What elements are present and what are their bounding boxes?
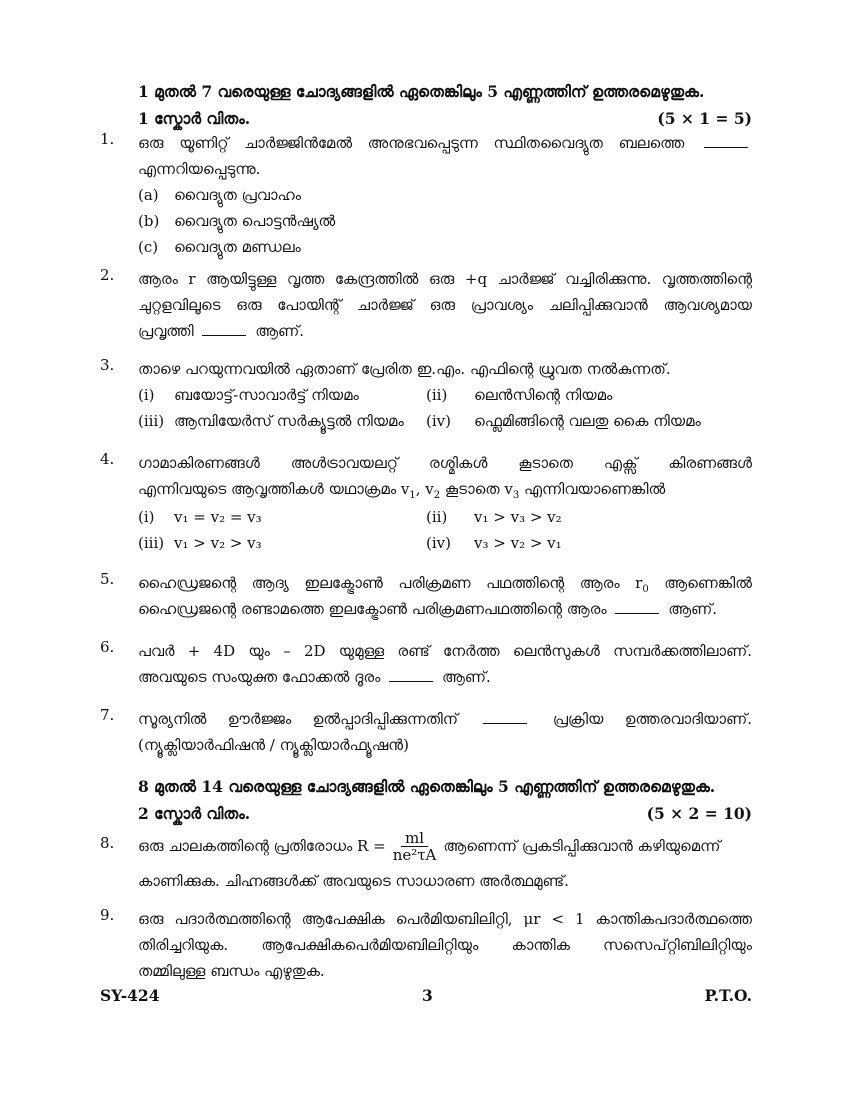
- section-1-header: [138, 78, 752, 132]
- question-text: ആരം r ആയിട്ടുള്ള വൃത്ത കേന്ദ്രത്തിൽ ഒരു +q ചാർജ്ജ് വച്ചിരിക്കുന്നു. വൃത്തത്തിന്റെ: [138, 270, 752, 288]
- section-2-score-note: 2 സ്കോർ വിതം.: [138, 804, 251, 823]
- option-row: [138, 530, 752, 556]
- option: (iii) v₁ > v₂ > v₃: [138, 534, 262, 552]
- exam-code: SY-424: [100, 986, 160, 1005]
- question-text: ഒരു ചാലകത്തിന്റെ പ്രതിരോധം R = $\frac{ml}{\text{ne²τA}}$ ആണെന്ന് പ്രകടിപ്പിക്കുവാൻ കഴിയുമെന്ന്: [138, 828, 721, 864]
- answer-blank: [704, 133, 748, 148]
- section-1-score-note: 1 സ്കോർ വിതം.: [138, 109, 251, 128]
- question-9: [100, 906, 752, 984]
- option-row: [138, 504, 752, 530]
- question-number: 4.: [100, 450, 115, 468]
- option: (iv) v₃ > v₂ > v₁: [426, 534, 562, 552]
- question-6: [100, 638, 752, 690]
- question-number: 3.: [100, 356, 115, 374]
- question-text: (ന്യൂക്ലിയാർഫിഷൻ / ന്യൂക്ലിയാർഫ്യൂഷൻ): [138, 736, 409, 754]
- option: (ii) ലെൻസിന്റെ നിയമം: [426, 386, 613, 404]
- question-3: [100, 356, 752, 434]
- question-text: അവയുടെ സംയുക്ത ഫോക്കൽ ദൂരം ആണ്.: [138, 668, 491, 686]
- question-1: [100, 130, 752, 260]
- question-text: പവർ + 4D യും – 2D യുമുള്ള രണ്ട് നേർത്ത ലെൻസുകൾ സമ്പർക്കത്തിലാണ്.: [138, 642, 752, 660]
- option-row: [138, 408, 752, 434]
- option-row: [138, 382, 752, 408]
- answer-blank: [202, 321, 246, 336]
- question-text: സൂര്യനിൽ ഊർജ്ജം ഉൽപ്പാദിപ്പിക്കുന്നതിന് പ്രക്രിയ ഉത്തരവാദിയാണ്.: [138, 710, 752, 728]
- answer-blank: [483, 709, 527, 724]
- page-footer: [100, 986, 752, 1005]
- question-number: 5.: [100, 570, 115, 588]
- pto-note: P.T.O.: [704, 986, 752, 1005]
- question-text: എന്നിവയുടെ ആവൃത്തികൾ യഥാക്രമം $v_1$, $v_2$ കൂടാതെ $v_3$ എന്നിവയാണെങ്കിൽ: [138, 480, 666, 501]
- question-text: ഹൈഡ്രജന്റെ രണ്ടാമത്തെ ഇലക്ട്രോൺ പരിക്രമണപഥത്തിന്റെ ആരം ആണ്.: [138, 600, 718, 618]
- option: (iv) ഫ്ലെമിങ്ങിന്റെ വലതു കൈ നിയമം: [426, 412, 701, 430]
- page-number: 3: [422, 986, 433, 1005]
- question-text: കാണിക്കുക. ചിഹ്നങ്ങൾക്ക് അവയുടെ സാധാരണ അർത്ഥമുണ്ട്.: [138, 872, 569, 890]
- option: (b) വൈദ്യുത പൊട്ടൻഷ്യൽ: [138, 212, 336, 230]
- option: (c) വൈദ്യുത മണ്ഡലം: [138, 238, 301, 256]
- option: (ii) v₁ > v₃ > v₂: [426, 508, 562, 526]
- question-number: 8.: [100, 834, 115, 852]
- answer-blank: [389, 667, 433, 682]
- question-text: ചുറ്റളവിലൂടെ ഒരു പോയിന്റ് ചാർജ്ജ് ഒരു പ്രാവശ്യം ചലിപ്പിക്കുവാൻ ആവശ്യമായ: [138, 296, 752, 314]
- section-1-instruction: 1 മുതൽ 7 വരെയുള്ള ചോദ്യങ്ങളിൽ ഏതെങ്കിലും 5 എണ്ണത്തിന് ഉത്തരമെഴുതുക.: [138, 82, 705, 101]
- question-4: [100, 450, 752, 556]
- question-text: എന്നറിയപ്പെടുന്നു.: [138, 160, 261, 178]
- question-5: [100, 570, 752, 622]
- option: (iii) ആമ്പിയേർസ് സർക്യൂട്ടൽ നിയമം: [138, 412, 404, 430]
- question-text: പ്രവൃത്തി ആണ്.: [138, 322, 305, 340]
- question-number: 1.: [100, 130, 115, 148]
- question-8: [100, 828, 752, 894]
- resistance-formula: $\frac{ml}{\text{ne²τA}}$: [392, 828, 437, 864]
- question-text: ഹൈഡ്രജന്റെ ആദ്യ ഇലക്ട്രോൺ പരിക്രമണ പഥത്തിന്റെ ആരം $r_0$ ആണെങ്കിൽ: [138, 574, 752, 595]
- section-2-header: [138, 773, 752, 827]
- question-text: ഒരു യൂണിറ്റ് ചാർജ്ജിൻമേൽ അനുഭവപ്പെടുന്ന സ്ഥിതവൈദ്യുത ബലത്തെ: [138, 130, 752, 156]
- question-number: 2.: [100, 266, 115, 284]
- question-number: 6.: [100, 638, 115, 656]
- option: (i) ബയോട്ട്-സാവാർട്ട് നിയമം: [138, 386, 359, 404]
- section-2-marks: (5 × 2 = 10): [646, 804, 752, 823]
- question-text: താഴെ പറയുന്നവയിൽ ഏതാണ് പ്രേരിത ഇ.എം. എഫിന്റെ ധ്രുവത നൽകുന്നത്.: [138, 360, 671, 378]
- question-text: ഒരു പദാർത്ഥത്തിന്റെ ആപേക്ഷിക പെർമിയബിലിറ്റി, μr < 1 കാന്തികപദാർത്ഥത്തെ: [138, 910, 752, 928]
- question-number: 9.: [100, 906, 115, 924]
- question-text: ഗാമാകിരണങ്ങൾ അൾട്രാവയലറ്റ് രശ്മികൾ കൂടാതെ എക്സ് കിരണങ്ങൾ: [138, 454, 752, 472]
- answer-blank: [615, 599, 659, 614]
- question-text: തമ്മിലുള്ള ബന്ധം എഴുതുക.: [138, 962, 325, 980]
- question-text: തിരിച്ചറിയുക. ആപേക്ഷികപെർമിയബിലിറ്റിയും കാന്തിക സസെപ്റ്റിബിലിറ്റിയും: [138, 936, 752, 954]
- section-2-instruction: 8 മുതൽ 14 വരെയുള്ള ചോദ്യങ്ങളിൽ ഏതെങ്കിലും 5 എണ്ണത്തിന് ഉത്തരമെഴുതുക.: [138, 777, 716, 796]
- question-2: [100, 266, 752, 344]
- question-number: 7.: [100, 706, 115, 724]
- option: (i) v₁ = v₂ = v₃: [138, 508, 262, 526]
- option: (a) വൈദ്യുത പ്രവാഹം: [138, 186, 301, 204]
- question-7: [100, 706, 752, 758]
- section-1-marks: (5 × 1 = 5): [657, 109, 752, 128]
